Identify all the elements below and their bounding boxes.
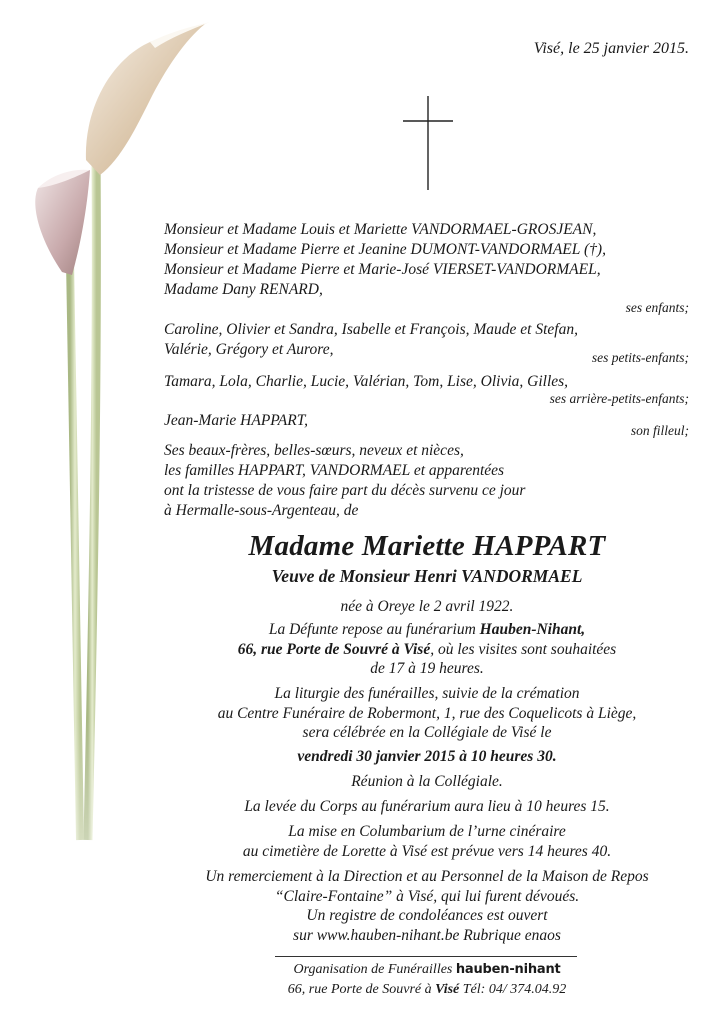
liturgy-line: sera célébrée en la Collégiale de Visé le xyxy=(302,724,552,741)
cross-icon xyxy=(403,96,453,190)
grandchildren-role: ses petits-enfants; xyxy=(591,350,689,365)
child-line: Madame Dany RENARD, xyxy=(164,281,323,298)
child-line: Monsieur et Madame Louis et Mariette VANDORMAEL-GROSJEAN, xyxy=(164,221,597,238)
thanks-line: Un remerciement à la Direction et au Personnel de la Maison de Repos xyxy=(205,868,649,885)
footer xyxy=(150,960,704,999)
liturgy-line: La liturgie des funérailles, suivie de la crémation xyxy=(274,685,580,702)
grandchild-line: Caroline, Olivier et Sandra, Isabelle et François, Maude et Stefan, xyxy=(164,321,578,338)
others-line: à Hermalle-sous-Argenteau, de xyxy=(164,502,359,519)
widow-of-line: Veuve de Monsieur Henri VANDORMAEL xyxy=(271,566,583,586)
great-grandchildren-list: Tamara, Lola, Charlie, Lucie, Valérian, Tom, Lise, Olivia, Gilles, xyxy=(164,373,569,390)
deceased-name: Madame Mariette HAPPART xyxy=(248,530,606,562)
liturgy-paragraph xyxy=(150,684,704,766)
children-list xyxy=(164,220,704,300)
columbarium-paragraph xyxy=(150,822,704,861)
others-line: Ses beaux-frères, belles-sœurs, neveux et nièces, xyxy=(164,442,464,459)
funeral-home-name: Hauben-Nihant, xyxy=(479,621,586,638)
godson-line: Jean-Marie HAPPART, xyxy=(164,412,309,429)
thanks-line: “Claire-Fontaine” à Visé, qui lui furent dévoués. xyxy=(274,887,580,905)
child-line: Monsieur et Madame Pierre et Marie-José VIERSET-VANDORMAEL, xyxy=(164,261,601,278)
levee-line: La levée du Corps au funérarium aura lieu à 10 heures 15. xyxy=(244,798,610,815)
organisation-line xyxy=(150,960,704,980)
repose-prefix: La Défunte repose au funérarium xyxy=(268,621,480,638)
repose-suffix: , où les visites sont souhaitées xyxy=(430,640,617,658)
date-line: Visé, le 25 janvier 2015. xyxy=(533,40,689,57)
organisation-prefix: Organisation de Funérailles xyxy=(293,962,456,977)
repose-paragraph xyxy=(150,620,704,679)
liturgy-date-text: vendredi 30 janvier 2015 à 10 heures 30. xyxy=(297,747,557,765)
godson-role: son filleul; xyxy=(630,423,689,438)
great-grandchildren-role: ses arrière-petits-enfants; xyxy=(549,391,689,406)
brand-logo-text: hauben-nihant xyxy=(455,962,561,977)
birth-line: née à Oreye le 2 avril 1922. xyxy=(340,598,514,615)
footer-divider xyxy=(275,956,577,957)
footer-address-line xyxy=(150,980,704,1000)
others-line: les familles HAPPART, VANDORMAEL et apparentées xyxy=(164,462,505,479)
meeting-line: Réunion à la Collégiale. xyxy=(351,773,503,790)
register-line: Un registre de condoléances est ouvert xyxy=(306,907,548,924)
columbarium-line: au cimetière de Lorette à Visé est prévue vers 14 heures 40. xyxy=(242,842,612,860)
thanks-paragraph xyxy=(150,867,704,945)
child-line: Monsieur et Madame Pierre et Jeanine DUMONT-VANDORMAEL (†), xyxy=(164,241,606,258)
repose-line-2 xyxy=(150,640,704,660)
liturgy-line: au Centre Funéraire de Robermont, 1, rue des Coquelicots à Liège, xyxy=(217,704,637,722)
funeral-home-address: 66, rue Porte de Souvré à Visé xyxy=(237,640,431,658)
columbarium-line: La mise en Columbarium de l’urne cinéraire xyxy=(288,823,566,840)
grandchild-line: Valérie, Grégory et Aurore, xyxy=(164,341,334,358)
register-web-line: sur www.hauben-nihant.be Rubrique enaos xyxy=(293,926,561,944)
others-paragraph xyxy=(164,441,704,521)
children-role: ses enfants; xyxy=(625,300,689,315)
visit-hours: de 17 à 19 heures. xyxy=(370,660,484,677)
footer-phone: Tél: 04/ 374.04.92 xyxy=(459,981,567,997)
repose-line-1 xyxy=(150,620,704,640)
others-line: ont la tristesse de vous faire part du décès survenu ce jour xyxy=(164,482,526,499)
footer-address-prefix: 66, rue Porte de Souvré à xyxy=(287,981,436,997)
footer-city: Visé xyxy=(435,981,460,997)
liturgy-date xyxy=(150,747,704,767)
